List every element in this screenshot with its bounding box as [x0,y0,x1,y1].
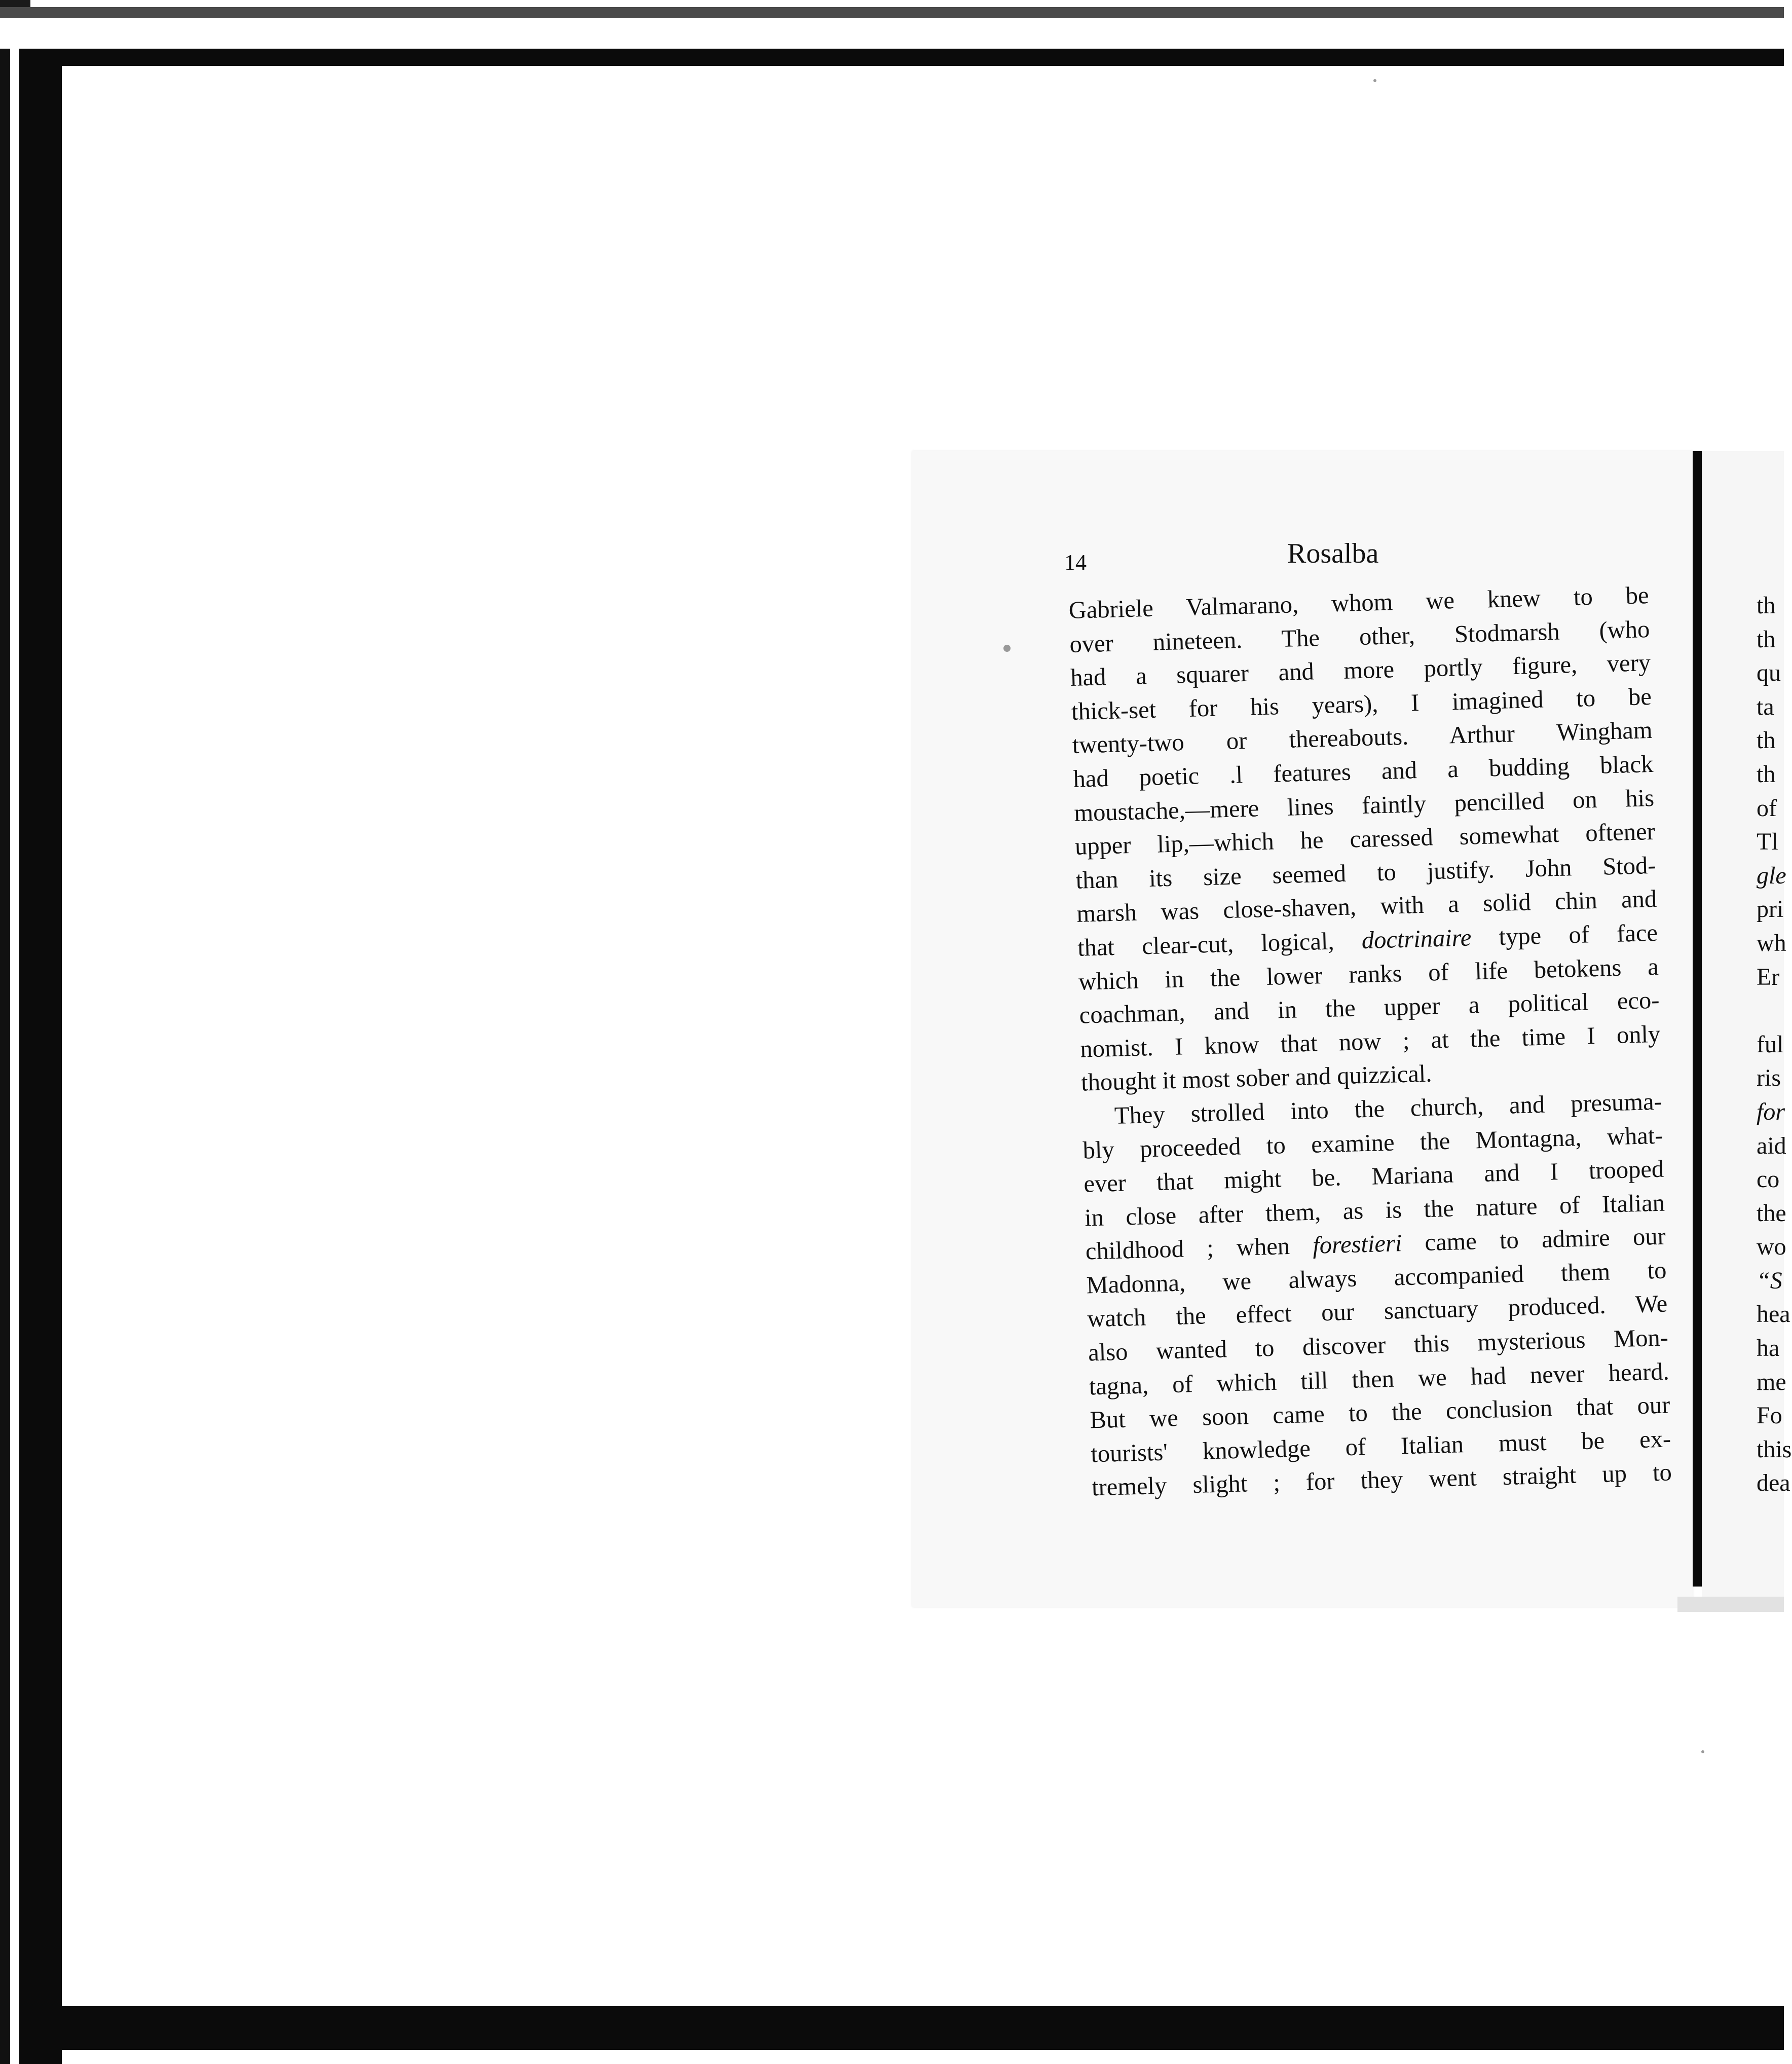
text-line: tagna, of which till then we had never heard. [1089,1358,1670,1400]
book-gutter [1693,451,1702,1587]
facing-text-line: ful [1757,1030,1784,1058]
text-line: coachman, and in the upper a political eco- [1079,986,1660,1029]
text-line: tremely slight ; for they went straight up to [1091,1459,1672,1501]
facing-text-line: ta [1757,693,1774,720]
facing-text-line: the [1757,1199,1786,1227]
text-line: twenty-two or thereabouts. Arthur Wingham [1072,717,1653,759]
scanner-frame-top [35,49,1784,66]
text-line: But we soon came to the conclusion that our [1089,1391,1670,1434]
facing-text-line: co [1757,1166,1780,1193]
facing-text-line: wo [1757,1233,1786,1261]
text-line: also wanted to discover this mysterious Mon- [1088,1324,1669,1367]
facing-page-text [1757,589,1792,1500]
text-line: Madonna, we always accompanied them to [1086,1257,1667,1299]
text-line: nomist. I know that now ; at the time I only [1079,1020,1661,1063]
facing-text-line: th [1757,625,1776,653]
page-shadow [1677,1597,1784,1612]
facing-text-line: Fo [1757,1402,1782,1429]
text-line: thick-set for his years), I imagined to be [1071,683,1652,725]
facing-text-line: th [1757,760,1776,788]
scanner-frame-left-outer [0,49,10,2064]
scanner-frame-left [19,49,62,2064]
body-text [1068,579,1672,1505]
page-number: 14 [1064,550,1087,575]
text-line: that clear-cut, logical, doctrinaire type of face [1077,919,1658,962]
facing-text-line: gle [1757,862,1786,889]
facing-text-line: ris [1757,1064,1781,1092]
facing-text-line: qu [1757,659,1781,687]
text-line: had poetic .l features and a budding black [1072,750,1654,793]
text-line: over nineteen. The other, Stodmarsh (who [1069,615,1650,658]
text-line: moustache,—mere lines faintly pencilled on his [1073,784,1655,827]
facing-text-line: Er [1757,963,1780,990]
text-line: upper lip,—which he caressed somewhat oftener [1074,818,1656,860]
text-line: childhood ; when forestieri came to admire our [1085,1223,1666,1265]
text-line: They strolled into the church, and presuma- [1114,1088,1663,1129]
scan-speck [1701,1750,1704,1753]
text-line: ever that might be. Mariana and I trooped [1083,1155,1664,1198]
scanner-top-strip [0,7,1784,18]
scan-speck [1003,645,1011,652]
text-line: had a squarer and more portly figure, very [1070,649,1651,692]
text-line: tourists' knowledge of Italian must be ex- [1090,1425,1671,1468]
facing-text-line: this [1757,1435,1792,1463]
facing-text-line: hea [1757,1301,1790,1328]
facing-text-line: for [1757,1098,1785,1125]
facing-text-line: pri [1757,896,1784,923]
facing-text-line: dea [1757,1469,1790,1497]
text-line: which in the lower ranks of life betokens a [1078,953,1659,996]
text-line: thought it most sober and quizzical. [1080,1060,1433,1096]
text-line: Gabriele Valmarano, whom we knew to be [1068,582,1650,624]
text-line: watch the effect our sanctuary produced. We [1087,1291,1668,1333]
facing-text-line: ha [1757,1335,1780,1362]
italic-word: forestieri [1312,1230,1402,1260]
facing-text-line: Tl [1757,828,1778,856]
text-line: bly proceeded to examine the Montagna, what- [1082,1122,1664,1164]
facing-text-line: wh [1757,929,1786,956]
facing-text-line: “S [1757,1267,1782,1294]
facing-text-line: th [1757,592,1776,619]
running-header [1064,537,1647,573]
italic-word: doctrinaire [1361,924,1472,954]
facing-text-line: th [1757,727,1776,754]
text-line: in close after them, as is the nature of Italian [1084,1189,1665,1232]
facing-text-line: of [1757,794,1777,822]
text-line: than its size seemed to justify. John Stod- [1075,852,1657,894]
running-title: Rosalba [1287,538,1379,569]
facing-text-line [1757,994,1792,1028]
facing-text-line: me [1757,1368,1786,1395]
scan-speck [1373,79,1376,82]
facing-text-line: aid [1757,1132,1786,1159]
scanner-frame-bottom [19,2006,1784,2050]
text-line: marsh was close-shaven, with a solid chin and [1076,886,1657,928]
